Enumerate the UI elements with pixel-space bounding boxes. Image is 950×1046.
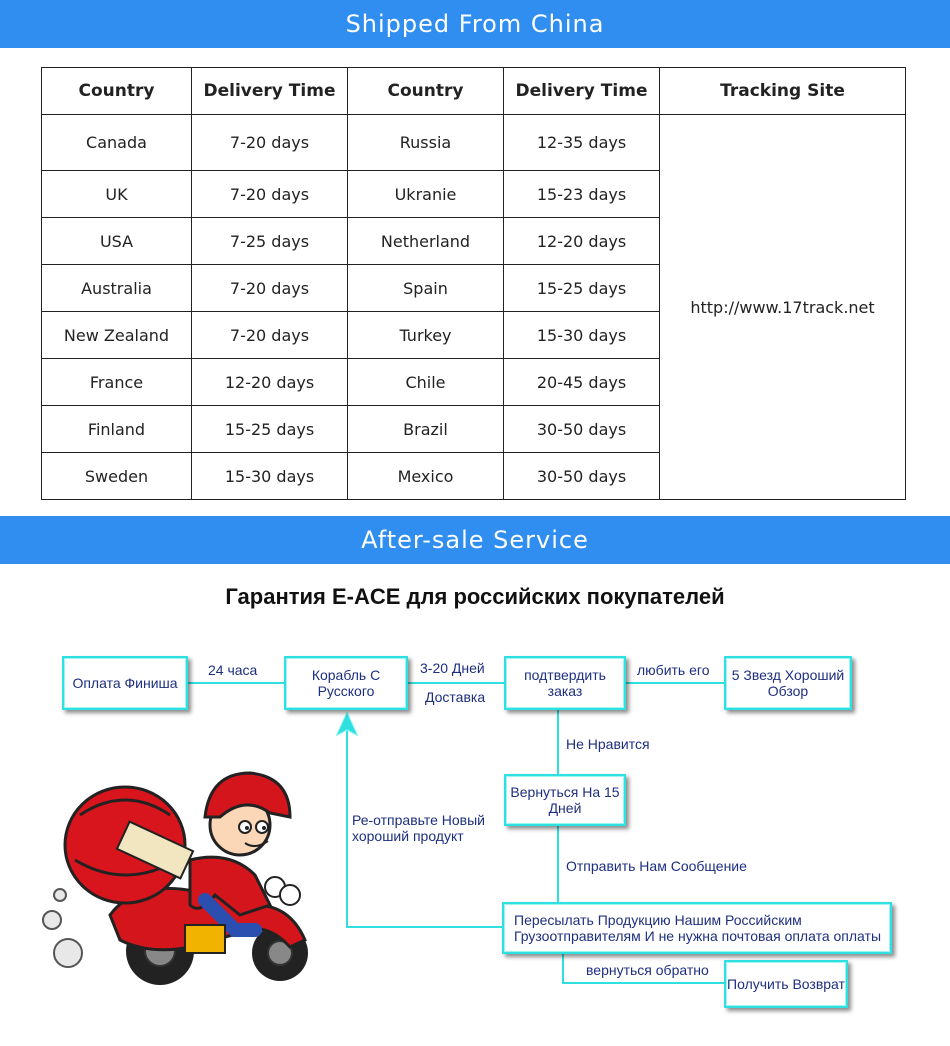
- dislike-label: Не Нравится: [566, 736, 650, 752]
- table-header-row: [42, 68, 906, 115]
- connector-line: [562, 954, 564, 984]
- country-cell: UK: [42, 171, 192, 218]
- delivery-time-cell: 7-20 days: [192, 115, 348, 171]
- country-cell: Spain: [348, 265, 504, 312]
- delivery-time-cell: 15-25 days: [504, 265, 660, 312]
- connector-line: [346, 926, 502, 928]
- connector-line: [188, 682, 284, 684]
- country-cell: Turkey: [348, 312, 504, 359]
- up-arrow-icon: [336, 712, 358, 738]
- delivery-time-cell: 7-20 days: [192, 171, 348, 218]
- country-cell: Netherland: [348, 218, 504, 265]
- delivery-time-cell: 7-25 days: [192, 218, 348, 265]
- refund-box: Получить Возврат: [724, 960, 848, 1008]
- dust-puff-icon: [43, 889, 82, 967]
- country-cell: USA: [42, 218, 192, 265]
- ship-box: Корабль С Русского: [284, 656, 408, 710]
- delivery-time-cell: 12-35 days: [504, 115, 660, 171]
- country-cell: Finland: [42, 406, 192, 453]
- header-delivery-time-1: Delivery Time: [192, 68, 348, 115]
- header-country-2: Country: [348, 68, 504, 115]
- days-label: 3-20 Дней: [420, 660, 485, 676]
- delivery-time-cell: 7-20 days: [192, 265, 348, 312]
- country-cell: Sweden: [42, 453, 192, 500]
- country-cell: Australia: [42, 265, 192, 312]
- delivery-time-cell: 15-23 days: [504, 171, 660, 218]
- connector-line: [562, 982, 724, 984]
- guarantee-title: Гарантия E-ACE для российских покупателей: [225, 584, 725, 609]
- country-cell: Brazil: [348, 406, 504, 453]
- connector-line: [557, 710, 559, 774]
- love-it-label: любить его: [637, 662, 710, 678]
- delivery-time-cell: 12-20 days: [192, 359, 348, 406]
- table-row: [42, 115, 906, 171]
- delivery-time-cell: 15-25 days: [192, 406, 348, 453]
- delivery-label: Доставка: [425, 689, 486, 705]
- delivery-time-cell: 15-30 days: [192, 453, 348, 500]
- send-message-label: Отправить Нам Сообщение: [566, 858, 747, 874]
- connector-line: [408, 682, 504, 684]
- header-country-1: Country: [42, 68, 192, 115]
- after-sale-service-banner: After-sale Service: [0, 516, 950, 564]
- payment-box: Оплата Финиша: [62, 656, 188, 710]
- country-cell: Mexico: [348, 453, 504, 500]
- delivery-time-cell: 30-50 days: [504, 453, 660, 500]
- country-cell: France: [42, 359, 192, 406]
- forward-product-box: Пересылать Продукцию Нашим Российским Грузоотправителям И не нужна почтовая оплата оплаты: [502, 902, 892, 954]
- connector-line: [557, 826, 559, 902]
- country-cell: Canada: [42, 115, 192, 171]
- scooter-courier-illustration: [40, 755, 325, 995]
- shipped-from-china-banner: Shipped From China: [0, 0, 950, 48]
- delivery-time-cell: 15-30 days: [504, 312, 660, 359]
- country-cell: Ukranie: [348, 171, 504, 218]
- country-cell: New Zealand: [42, 312, 192, 359]
- return-15-days-box: Вернуться На 15 Дней: [504, 774, 626, 826]
- package-box-icon: [185, 925, 225, 953]
- delivery-time-cell: 30-50 days: [504, 406, 660, 453]
- connector-line: [626, 682, 724, 684]
- delivery-time-cell: 7-20 days: [192, 312, 348, 359]
- delivery-time-cell: 12-20 days: [504, 218, 660, 265]
- tracking-site-link[interactable]: http://www.17track.net: [660, 115, 906, 500]
- delivery-bag-icon: [65, 787, 193, 903]
- review-box: 5 Звезд Хороший Обзор: [724, 656, 852, 710]
- confirm-order-box: подтвердить заказ: [504, 656, 626, 710]
- header-tracking-site: Tracking Site: [660, 68, 906, 115]
- return-back-label: вернуться обратно: [586, 962, 709, 978]
- delivery-time-cell: 20-45 days: [504, 359, 660, 406]
- header-delivery-time-2: Delivery Time: [504, 68, 660, 115]
- connector-line: [346, 730, 348, 928]
- resend-product-label: Ре-отправьте Новый хороший продукт: [352, 812, 485, 844]
- country-cell: Russia: [348, 115, 504, 171]
- shipping-table: [41, 67, 906, 500]
- hours-24-label: 24 часа: [208, 662, 258, 678]
- country-cell: Chile: [348, 359, 504, 406]
